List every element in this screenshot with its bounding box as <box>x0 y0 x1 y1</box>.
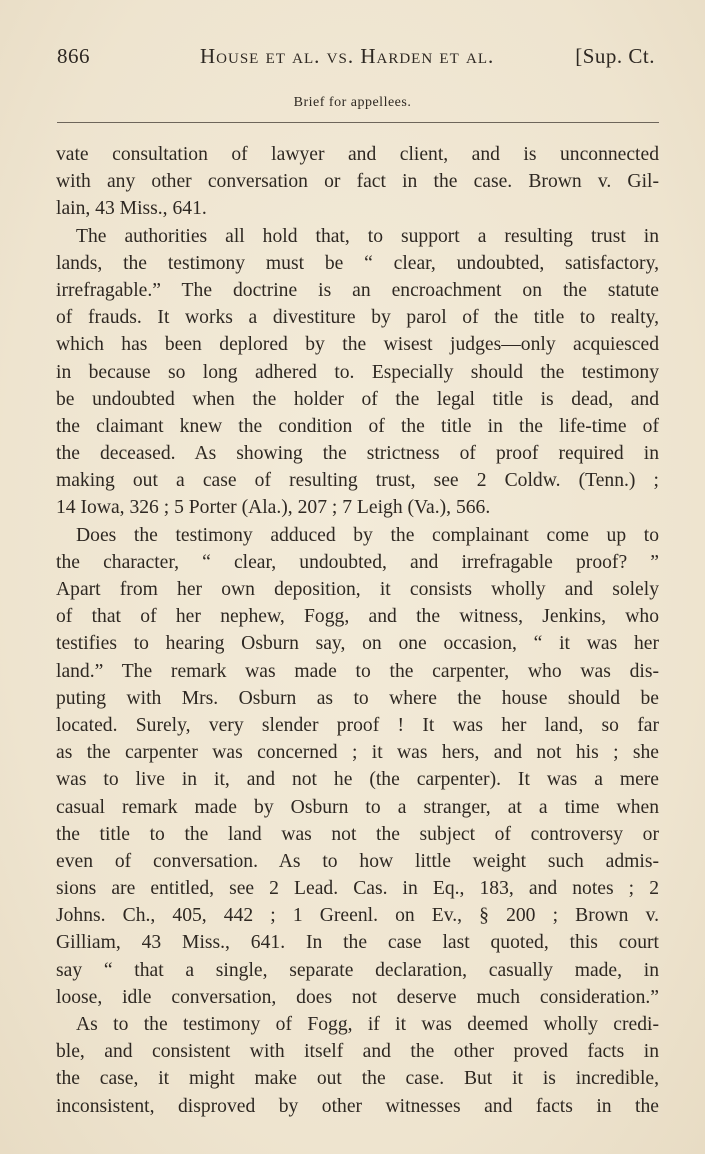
text-line: the deceased. As showing the strictness of proof required in <box>56 443 659 465</box>
text-line: as the carpenter was concerned ; it was hers, and not his ; she <box>56 742 659 764</box>
section-subheader: Brief for appellees. <box>293 95 412 110</box>
text-line: Apart from her own deposition, it consists wholly and solely <box>56 579 659 600</box>
text-line: be undoubted when the holder of the legal title is dead, and <box>56 388 659 410</box>
text-line: inconsistent, disproved by other witnesses and facts in the <box>56 1095 659 1117</box>
text-line: even of conversation. As to how little weight such admis- <box>56 850 659 872</box>
text-line: of frauds. It works a divestiture by parol of the title to realty, <box>56 307 659 329</box>
text-line: Johns. Ch., 405, 442 ; 1 Greenl. on Ev., § 200 ; Brown v. <box>56 905 659 927</box>
text-line: say “ that a single, separate declaration, casually made, in <box>56 959 659 981</box>
text-line: land.” The remark was made to the carpenter, who was dis- <box>56 660 659 682</box>
header-rule <box>57 122 659 123</box>
text-line: puting with Mrs. Osburn as to where the house should be <box>56 687 659 709</box>
text-line: Gilliam, 43 Miss., 641. In the case last quoted, this court <box>56 932 659 954</box>
text-line: making out a case of resulting trust, see 2 Coldw. (Tenn.) ; <box>56 470 659 492</box>
text-line: located. Surely, very slender proof ! It was her land, so far <box>56 714 659 736</box>
text-line: which has been deplored by the wisest judges—only acquiesced <box>56 334 659 356</box>
text-line: with any other conversation or fact in the case. Brown v. Gil- <box>56 171 659 193</box>
text-line: The authorities all hold that, to support a resulting trust in <box>76 225 659 247</box>
text-line: irrefragable.” The doctrine is an encroachment on the statute <box>56 279 659 301</box>
text-line: Does the testimony adduced by the complainant come up to <box>76 524 659 546</box>
text-line: lands, the testimony must be “ clear, undoubted, satisfactory, <box>56 252 659 274</box>
text-line: As to the testimony of Fogg, if it was deemed wholly credi- <box>76 1014 659 1035</box>
text-line: the title to the land was not the subject of controversy or <box>56 823 659 845</box>
text-line: lain, 43 Miss., 641. <box>56 198 207 220</box>
text-line: the character, “ clear, undoubted, and irrefragable proof? ” <box>56 551 659 573</box>
text-line: in because so long adhered to. Especially should the testimony <box>56 361 659 383</box>
running-head <box>57 38 657 74</box>
text-line: testifies to hearing Osburn say, on one occasion, “ it was her <box>56 633 659 655</box>
page-number: 866 <box>57 44 90 68</box>
body-text <box>56 141 659 1120</box>
text-line: the claimant knew the condition of the title in the life-time of <box>56 415 659 437</box>
text-line: casual remark made by Osburn to a stranger, at a time when <box>56 796 659 818</box>
text-line: the case, it might make out the case. But it is incredible, <box>56 1068 659 1090</box>
text-line: loose, idle conversation, does not deserve much consideration.” <box>56 986 659 1008</box>
text-line: vate consultation of lawyer and client, and is unconnected <box>56 144 659 165</box>
case-title: House et al. vs. Harden et al. <box>200 44 495 68</box>
text-line: 14 Iowa, 326 ; 5 Porter (Ala.), 207 ; 7 Leigh (Va.), 566. <box>56 497 491 519</box>
court-label: [Sup. Ct. <box>575 44 655 68</box>
text-line: sions are entitled, see 2 Lead. Cas. in Eq., 183, and notes ; 2 <box>56 878 659 900</box>
text-line: ble, and consistent with itself and the other proved facts in <box>56 1041 659 1063</box>
text-line: of that of her nephew, Fogg, and the witness, Jenkins, who <box>56 606 659 628</box>
text-line: was to live in it, and not he (the carpenter). It was a mere <box>56 769 659 791</box>
